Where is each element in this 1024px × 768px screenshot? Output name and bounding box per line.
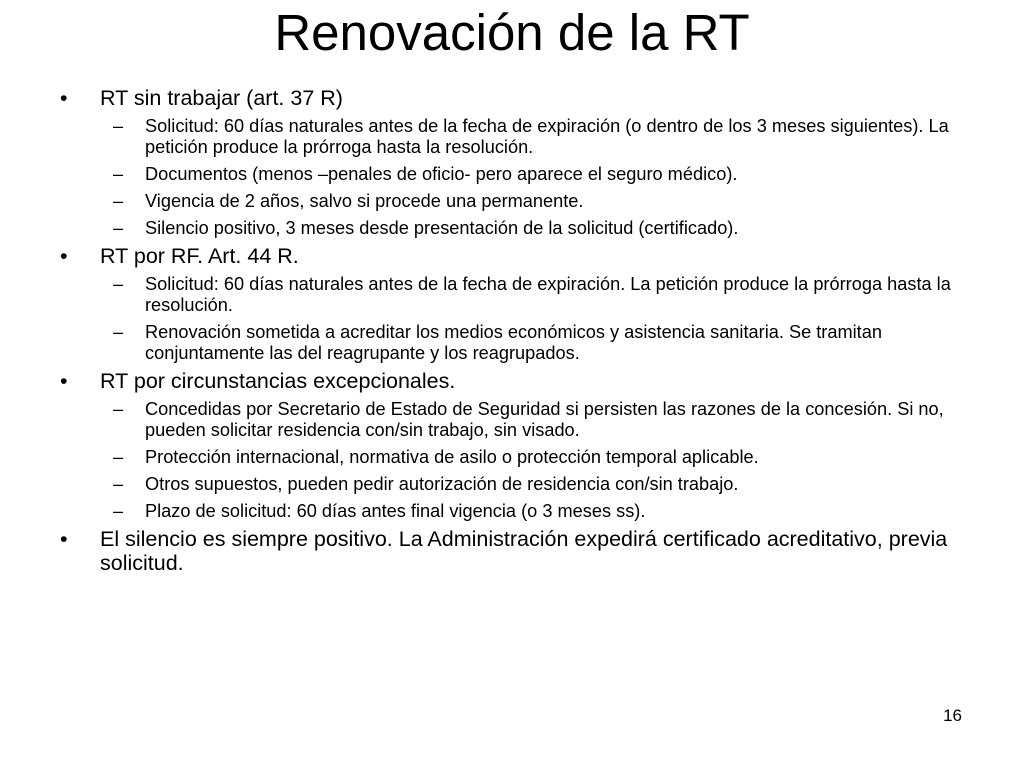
sub-bullet-text: Solicitud: 60 días naturales antes de la fecha de expiración. La petición produce la prórroga hasta la resolución.: [145, 274, 951, 315]
bullet-text: RT por circunstancias excepcionales.: [100, 369, 456, 393]
dash-icon: –: [113, 116, 124, 136]
sub-bullet-item: [60, 116, 960, 158]
dash-icon: –: [113, 399, 124, 419]
dash-icon: –: [113, 447, 124, 467]
sub-bullet-item: [60, 191, 960, 212]
bullet-icon: •: [60, 244, 68, 268]
dash-icon: –: [113, 218, 124, 238]
sub-bullet-text: Otros supuestos, pueden pedir autorización de residencia con/sin trabajo.: [145, 474, 739, 494]
sub-bullet-text: Documentos (menos –penales de oficio- pero aparece el seguro médico).: [145, 164, 738, 184]
sub-bullet-item: [60, 322, 960, 364]
sub-bullet-text: Renovación sometida a acreditar los medios económicos y asistencia sanitaria. Se tramitan conjuntamente las del reagrupante y los reagrupados.: [145, 322, 882, 363]
dash-icon: –: [113, 164, 124, 184]
sub-bullet-text: Silencio positivo, 3 meses desde presentación de la solicitud (certificado).: [145, 218, 739, 238]
bullet-text: RT sin trabajar (art. 37 R): [100, 86, 343, 110]
sub-bullet-text: Solicitud: 60 días naturales antes de la fecha de expiración (o dentro de los 3 meses siguientes). La petición produce la prórroga hasta la resolución.: [145, 116, 949, 157]
sub-bullet-text: Plazo de solicitud: 60 días antes final vigencia (o 3 meses ss).: [145, 501, 646, 521]
dash-icon: –: [113, 274, 124, 294]
bullet-icon: •: [60, 86, 68, 110]
bullet-item: [60, 369, 960, 393]
sub-bullet-item: [60, 218, 960, 239]
sub-bullet-text: Protección internacional, normativa de asilo o protección temporal aplicable.: [145, 447, 759, 467]
sub-bullet-item: [60, 447, 960, 468]
dash-icon: –: [113, 322, 124, 342]
bullet-item: [60, 86, 960, 110]
page-number: 16: [943, 706, 962, 725]
sub-bullet-item: [60, 399, 960, 441]
dash-icon: –: [113, 191, 124, 211]
bullet-text: RT por RF. Art. 44 R.: [100, 244, 299, 268]
bullet-item: [60, 527, 960, 575]
sub-bullet-item: [60, 474, 960, 495]
dash-icon: –: [113, 474, 124, 494]
sub-bullet-text: Concedidas por Secretario de Estado de Seguridad si persisten las razones de la concesión. Si no, pueden solicitar residencia con/sin trabajo, sin visado.: [145, 399, 944, 440]
bullet-item: [60, 244, 960, 268]
bullet-icon: •: [60, 369, 68, 393]
sub-bullet-item: [60, 274, 960, 316]
slide-content: [60, 86, 960, 575]
sub-bullet-item: [60, 164, 960, 185]
sub-bullet-item: [60, 501, 960, 522]
bullet-icon: •: [60, 527, 68, 551]
dash-icon: –: [113, 501, 124, 521]
slide-title: Renovación de la RT: [274, 4, 750, 61]
bullet-text: El silencio es siempre positivo. La Administración expedirá certificado acreditativo, previa solicitud.: [100, 527, 948, 575]
sub-bullet-text: Vigencia de 2 años, salvo si procede una permanente.: [145, 191, 584, 211]
